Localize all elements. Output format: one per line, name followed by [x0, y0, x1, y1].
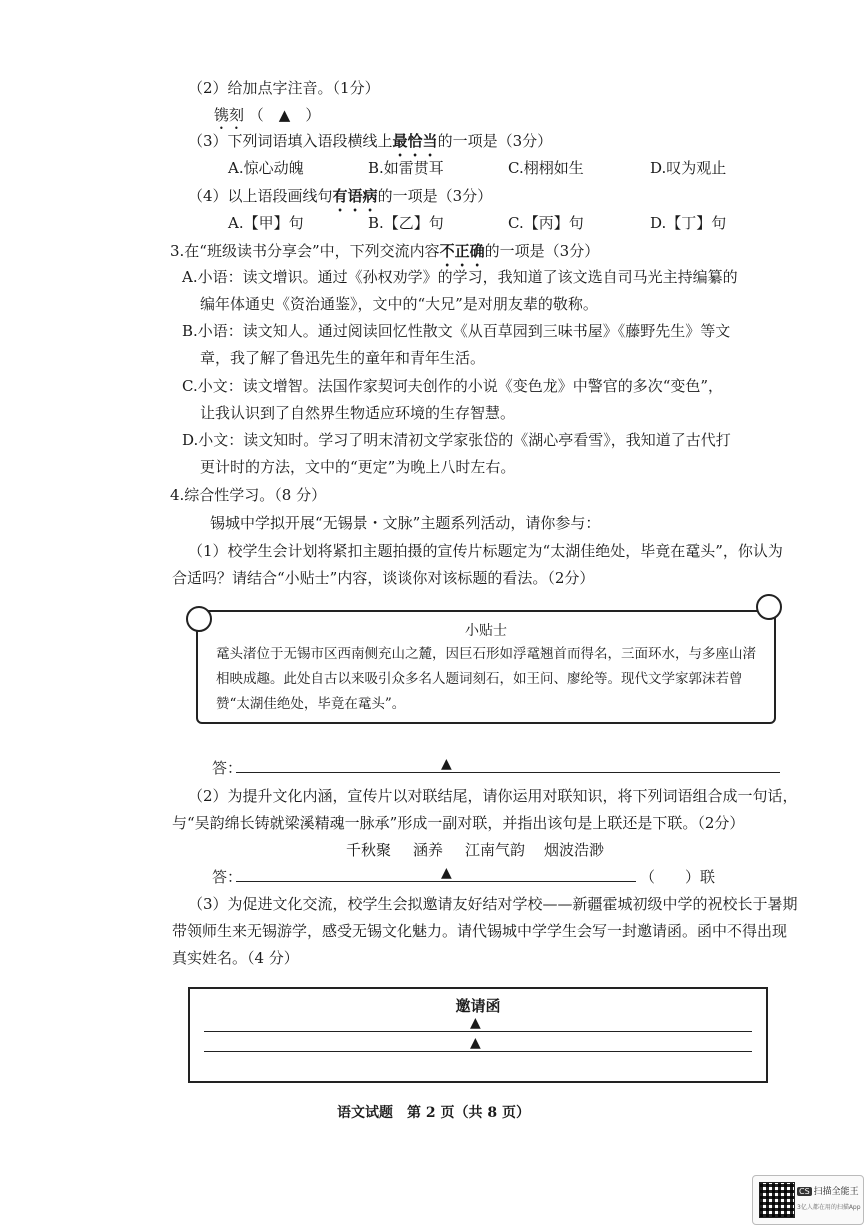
tip-title: 小贴士: [465, 623, 507, 639]
part-1-line2: 合适吗？请结合“小贴士”内容，谈谈你对该标题的看法。（2分）: [172, 569, 595, 587]
subquestion-4-prompt: （4）以上语段画线句有语病的一项是（3分）: [188, 187, 493, 205]
choice-a-line1: A.小语：读文增识。通过《孙权劝学》的学习，我知道了该文选自司马光主持编纂的: [182, 268, 738, 286]
choice-a-line2: 编年体通史《资治通鉴》，文中的“大兄”是对朋友辈的敬称。: [200, 295, 598, 313]
tip-text: 鼋头渚位于无锡市区西南侧充山之麓，因巨石形如浮鼋翘首而得名，三面环水，与多座山渚相映成趣。此处自古以来吸引众多名人题词刻石，如王问、廖纶等。现代文学家郭沫若曾赞“太湖佳绝处，毕竟在鼋头”。: [216, 646, 756, 712]
tip-scroll: [186, 600, 782, 730]
part-2-line1: （2）为提升文化内涵，宣传片以对联结尾，请你运用对联知识，将下列词语组合成一句话，: [188, 787, 798, 805]
part-3-line3: 真实姓名。（4 分）: [172, 949, 299, 967]
choice-c-line1: C.小文：读文增智。法国作家契诃夫创作的小说《变色龙》中警官的多次“变色”，: [182, 377, 724, 395]
question-4-title: 4.综合性学习。（8 分）: [170, 486, 327, 504]
word-1: 千秋聚: [346, 841, 392, 859]
invitation-title: 邀请函: [455, 997, 501, 1015]
qr-code-icon: [759, 1182, 795, 1218]
invitation-box: [188, 987, 768, 1083]
word-3: 江南气韵: [465, 841, 526, 859]
option-c: C.【丙】句: [508, 214, 584, 232]
couplet-paren: （ ）联: [640, 868, 716, 886]
answer-label: 答：: [212, 868, 243, 886]
letter-line[interactable]: [204, 1031, 752, 1032]
option-c: C.栩栩如生: [508, 159, 584, 177]
tip-box: [196, 610, 776, 724]
cs-logo-icon: CS: [799, 1187, 810, 1196]
word-2: 涵养: [413, 841, 444, 859]
choice-c-line2: 让我认识到了自然界生物适应环境的生存智慧。: [200, 404, 516, 422]
answer-mark: ▲: [470, 1035, 481, 1051]
answer-mark: ▲: [441, 865, 452, 881]
part-1-line1: （1）校学生会计划将紧扣主题拍摄的宣传片标题定为“太湖佳绝处，毕竟在鼋头”，你认为: [188, 542, 783, 560]
subquestion-3-prompt: （3）下列词语填入语段横线上最恰当的一项是（3分）: [188, 132, 553, 150]
choice-d-line1: D.小文：读文知时。学习了明末清初文学家张岱的《湖心亭看雪》，我知道了古代打: [182, 431, 731, 449]
letter-line[interactable]: [204, 1051, 752, 1052]
option-d: D.【丁】句: [650, 214, 727, 232]
answer-paren: （ ▲ ）: [248, 106, 321, 124]
option-a: A.惊心动魄: [228, 159, 304, 177]
part-2-line2: 与“吴韵绵长铸就梁溪精魂一脉承”形成一副对联，并指出该句是上联还是下联。（2分）: [172, 814, 745, 832]
answer-mark: ▲: [470, 1015, 481, 1031]
option-b: B.如雷贯耳: [368, 159, 444, 177]
answer-mark: ▲: [441, 756, 452, 772]
choice-d-line2: 更计时的方法，文中的“更定”为晚上八时左右。: [200, 458, 516, 476]
emphasis-text: 最恰当: [392, 132, 438, 150]
emphasis-text: 有语病: [332, 187, 378, 205]
option-d: D.叹为观止: [650, 159, 727, 177]
answer-line[interactable]: [236, 772, 780, 773]
question-3-prompt: 3.在“班级读书分享会”中，下列交流内容不正确的一项是（3分）: [170, 242, 600, 260]
page-footer: 语文试题 第 2 页（共 8 页）: [337, 1105, 530, 1121]
subquestion-2-prompt: （2）给加点字注音。（1分）: [188, 79, 380, 97]
choice-b-line2: 章，我了解了鲁迅先生的童年和青年生活。: [200, 349, 486, 367]
scroll-curl-left-icon: [186, 606, 212, 632]
choice-b-line1: B.小语：读文知人。通过阅读回忆性散文《从百草园到三味书屋》《藤野先生》等文: [182, 322, 731, 340]
question-4-intro: 锡城中学拟开展“无锡景・文脉”主题系列活动，请你参与：: [210, 514, 601, 532]
answer-label: 答：: [212, 759, 243, 777]
emphasis-text: 不正确: [439, 242, 485, 260]
option-a: A.【甲】句: [228, 214, 304, 232]
word-4: 烟波浩渺: [544, 841, 605, 859]
watermark-sub: 3亿人都在用的扫描App: [797, 1204, 861, 1211]
answer-line[interactable]: [236, 881, 636, 882]
part-3-line2: 带领师生来无锡游学，感受无锡文化魅力。请代锡城中学学生会写一封邀请函。函中不得出现: [172, 922, 788, 940]
scanner-watermark: [752, 1175, 864, 1225]
subquestion-2-item: [214, 104, 320, 133]
option-b: B.【乙】句: [368, 214, 444, 232]
part-3-line1: （3）为促进文化交流，校学生会拟邀请友好结对学校——新疆霍城初级中学的祝校长于暑期: [188, 895, 798, 913]
dotted-word: 镌刻: [214, 106, 245, 124]
watermark-label: 扫描全能王: [813, 1187, 859, 1197]
scroll-curl-right-icon: [756, 594, 782, 620]
